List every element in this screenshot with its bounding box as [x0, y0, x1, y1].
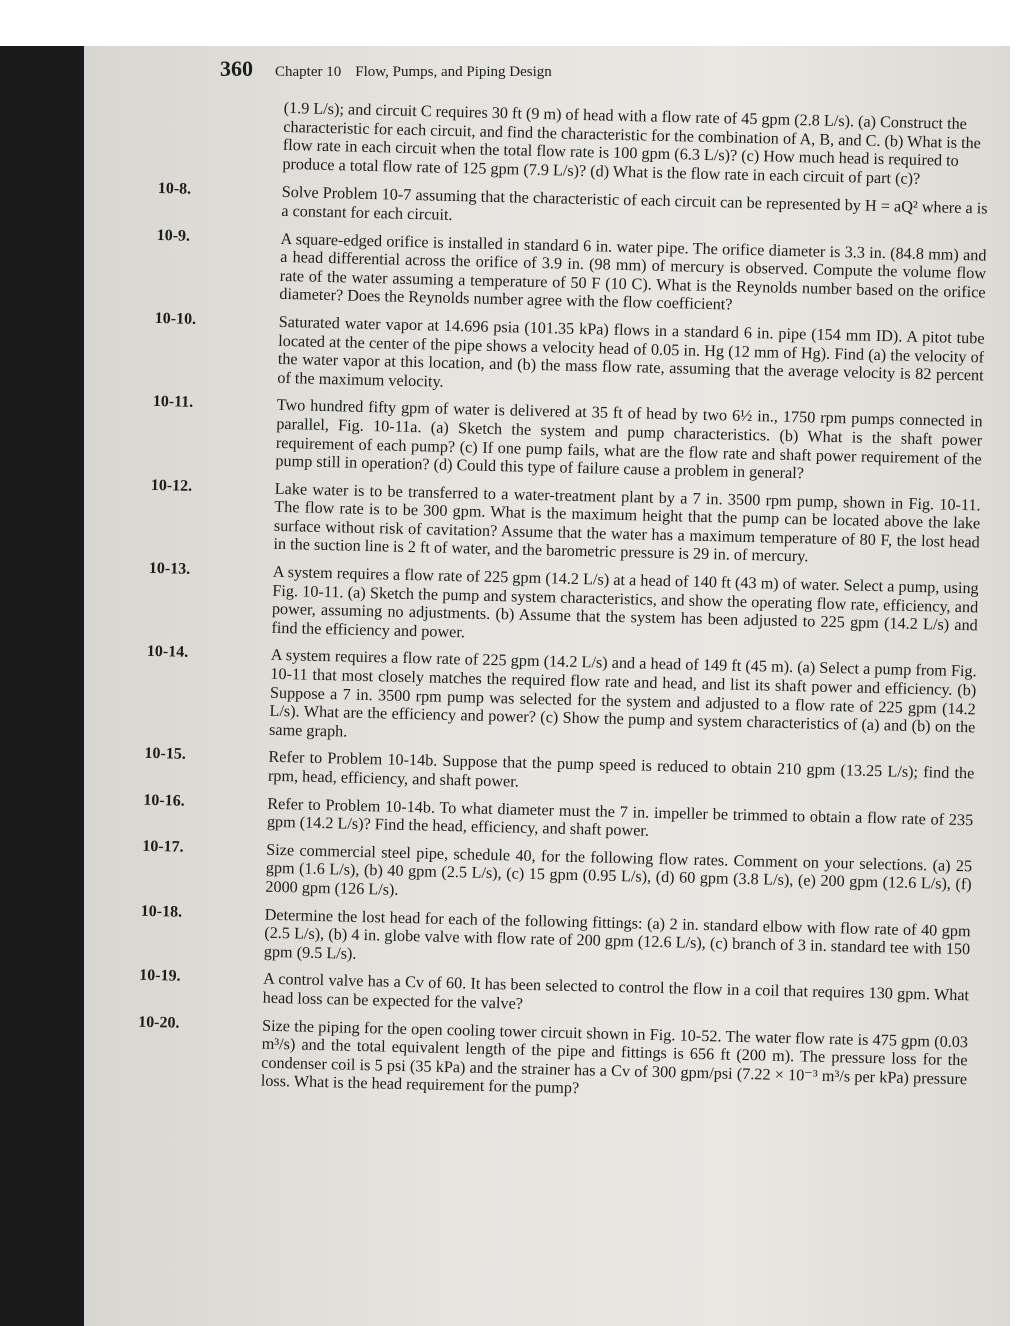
- problem-number: 10-11.: [152, 393, 194, 412]
- problem-text: A system requires a flow rate of 225 gpm (14.2 L/s) at a head of 140 ft (43 m) of water. Select a pump, using Fig. 10-11. (a) Sketch the pump and system characteristics, and show the operating flow rate, efficiency, and power, assuming no adjustments. (b) Assume that the system has been adjusted to 225 gpm (14.2 L/s) and find the efficiency and power.: [271, 562, 979, 642]
- problem-number: 10-14.: [146, 643, 189, 662]
- chapter-title: Flow, Pumps, and Piping Design: [355, 64, 552, 80]
- problem-item: [137, 1013, 969, 1107]
- problem-number: 10-17.: [142, 837, 184, 856]
- problem-text: Size commercial steel pipe, schedule 40, for the following flow rates. Comment on your selections. (a) 25 gpm (1.6 L/s), (b) 40 gpm (2.5 L/s), (c) 15 gpm (0.95 L/s), (d) 60 gpm (3.8 L/s), (e) 200 gpm (12.6 L/s), (f) 2000 gpm (126 L/s).: [265, 840, 973, 899]
- problem-text: Size the piping for the open cooling tower circuit shown in Fig. 10-52. The water flow rate is 475 gpm (0.03 m³/s) and the total equivalent length of the pipe and fittings is 656 ft (200 m). The pressure loss for the condenser coil is 5 psi (35 kPa) and the strainer has a Cv of 300 gpm/psi (7.22 × 10⁻³ m³/s per kPa) pressure loss. What is the head requirement for the pump?: [260, 1016, 969, 1098]
- problem-item: [155, 227, 987, 321]
- problem-text: Refer to Problem 10-14b. Suppose that the pump speed is reduced to obtain 210 gpm (13.25 L/s); find the rpm, head, efficiency, and shaft power.: [267, 748, 975, 791]
- problem-number: 10-8.: [157, 180, 192, 199]
- problem-number: 10-13.: [148, 559, 191, 578]
- problem-item: [149, 477, 981, 571]
- page-header: [220, 56, 552, 86]
- right-margin: [1010, 0, 1024, 1326]
- page-number: 360: [220, 56, 253, 81]
- chapter-label: Chapter 10: [275, 64, 342, 80]
- problem-text: A system requires a flow rate of 225 gpm (14.2 L/s) and a head of 149 ft (45 m). (a) Select a pump from Fig. 10-11 that most closely matches the required flow rate and head, and list its shaft power and efficiency. (b) Suppose a 7 in. 3500 rpm pump was selected for the system and adjusted to a flow rate of 225 gpm (14.2 L/s). What are the efficiency and power? (c) Show the pump and system characteristics of (a) and (b) on the same graph.: [268, 646, 977, 741]
- problem-number: 10-19.: [139, 967, 181, 986]
- problem-number: 10-10.: [154, 309, 197, 328]
- problem-number: 10-16.: [143, 791, 185, 810]
- problem-item: [145, 643, 977, 755]
- problem-text: Refer to Problem 10-14b. To what diameter must the 7 in. impeller be trimmed to obtain a flow rate of 235 gpm (14.2 L/s)? Find the head, efficiency, and shaft power.: [266, 794, 974, 840]
- problem-number: 10-12.: [150, 476, 193, 495]
- continued-problem-text: (1.9 L/s); and circuit C requires 30 ft (9 m) of head with a flow rate of 45 gpm (2.8 L/s). (a) Construct the characteristic for each circuit, and find the characteristic for the combination of A, B, and C. (b) What is the flow rate in each circuit when the total flow rate is 100 gpm (6.3 L/s)? (c) How much head is required to produce a total flow rate of 125 gpm (7.9 L/s)? (d) What is the flow rate in each circuit of part (c)?: [282, 98, 982, 188]
- problem-item: [140, 902, 971, 977]
- problem-text: A square-edged orifice is installed in standard 6 in. water pipe. The orifice diameter is 3.3 in. (84.8 mm) and a head differential across the orifice of 3.9 in. (98 mm) of mercury is observed. Compute the volume flow rate of the water assuming a temperature of 50 F (10 C). What is the Reynolds number based on the orifice diameter? Does the Reynolds number agree with the flow coefficient?: [279, 229, 987, 314]
- problem-number: 10-20.: [137, 1013, 180, 1032]
- problem-item: [147, 560, 979, 654]
- problem-text: A control valve has a Cv of 60. It has been selected to control the flow in a coil that requires 130 gpm. What head loss can be expected for the valve?: [262, 970, 970, 1013]
- problem-item: [141, 838, 972, 913]
- problem-text: Lake water is to be transferred to a water-treatment plant by a 7 in. 3500 rpm pump, shown in Fig. 10-11. The flow rate is to be 300 gpm. What is the maximum height that the pump can be located above the lake surface without risk of cavitation? Assume that the water has a maximum temperature of 80 F, the lost head in the suction line is 2 ft of water, and the barometric pressure is 29 in. of mercury.: [273, 479, 981, 566]
- problem-item: [151, 393, 983, 487]
- top-margin: [0, 0, 1024, 46]
- problem-text: Solve Problem 10-7 assuming that the characteristic of each circuit can be represented by H = aQ² where a is a constant for each circuit.: [281, 183, 988, 224]
- problem-number: 10-9.: [156, 226, 191, 245]
- problem-number: 10-15.: [144, 745, 187, 764]
- problem-list: [136, 96, 989, 1116]
- problem-text: Saturated water vapor at 14.696 psia (101.35 kPa) flows in a standard 6 in. pipe (154 mm ID). A pitot tube located at the center of the pipe shows a velocity head of 0.05 in. Hg (12 mm of Hg). Find (a) the velocity of the water vapor at this location, and (b) the mass flow rate, assuming that the average velocity is 82 percent of the maximum velocity.: [277, 312, 985, 391]
- problem-text: Determine the lost head for each of the following fittings: (a) 2 in. standard elbow with flow rate of 40 gpm (2.5 L/s), (b) 4 in. globe valve with flow rate of 200 gpm (12.6 L/s), (c) branch of 3 in. standard tee with 150 gpm (9.5 L/s).: [263, 905, 971, 963]
- problem-number: 10-18.: [140, 902, 183, 921]
- problem-text: Two hundred fifty gpm of water is delivered at 35 ft of head by two 6½ in., 1750 rpm pumps connected in parallel, Fig. 10-11a. (a) Sketch the system and pump characteristics. (b) What is the shaft power requirement of each pump? (c) If one pump fails, what are the flow rate and shaft power requirement of the pump still in operation? (d) Could this type of failure cause a problem in general?: [275, 396, 983, 483]
- problem-item: [153, 310, 985, 404]
